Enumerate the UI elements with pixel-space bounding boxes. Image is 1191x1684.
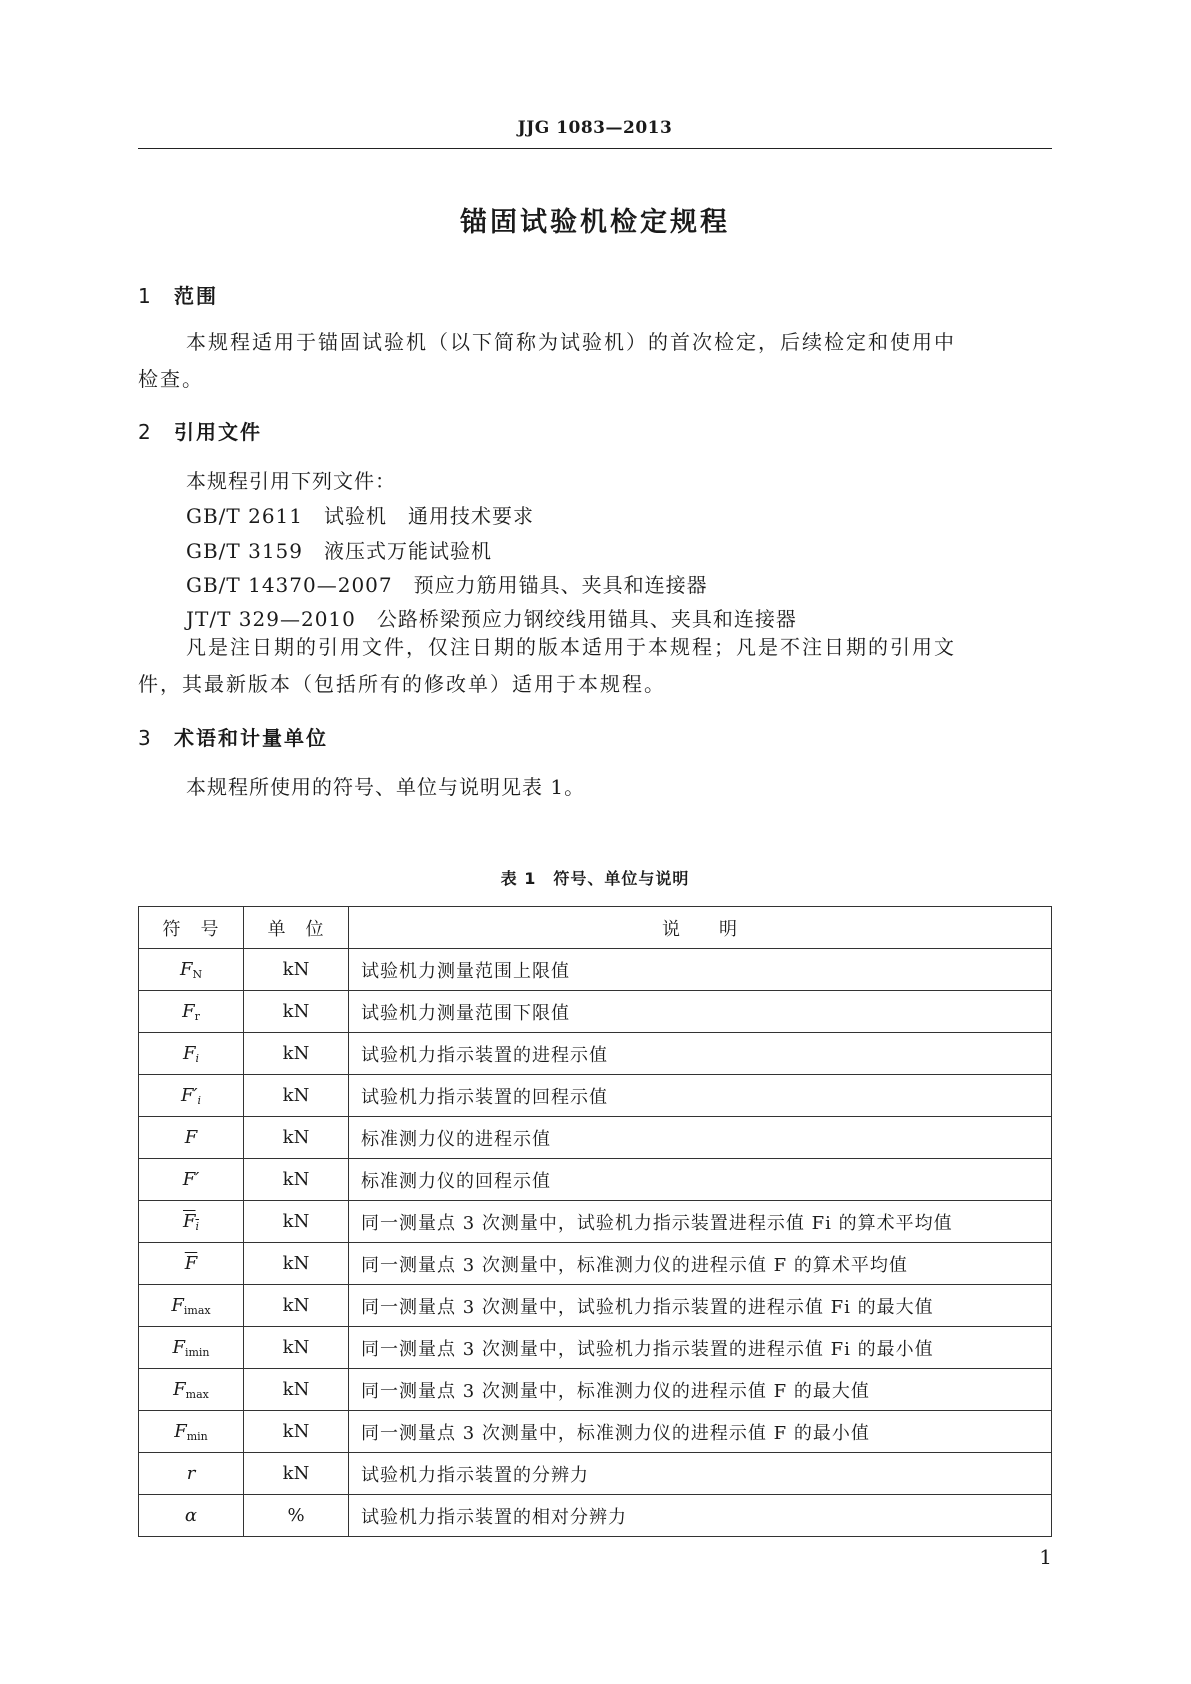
- reference-item: GB/T 3159 液压式万能试验机: [186, 539, 493, 563]
- section-title: 术语和计量单位: [174, 726, 328, 750]
- symbol: [180, 959, 202, 980]
- table-row: [139, 949, 1052, 991]
- symbol-base: F: [182, 1169, 196, 1190]
- symbol-cell: [139, 991, 244, 1033]
- header-divider: [138, 148, 1052, 149]
- unit-cell: kN: [244, 949, 349, 991]
- section-number: 1: [138, 284, 153, 308]
- symbol-cell: [139, 1285, 244, 1327]
- symbol: [183, 1211, 199, 1232]
- description-cell: 标准测力仪的回程示值: [349, 1159, 1052, 1201]
- symbol-base: F: [174, 1420, 187, 1442]
- section-3-heading: [138, 722, 328, 751]
- symbol-base: F: [184, 1127, 198, 1148]
- description-cell: 试验机力测量范围下限值: [349, 991, 1052, 1033]
- symbol-cell: [139, 1411, 244, 1453]
- symbol-subscript: min: [186, 1429, 208, 1443]
- unit-cell: kN: [244, 1369, 349, 1411]
- symbol-cell: [139, 1201, 244, 1243]
- reference-item: GB/T 14370—2007 预应力筋用锚具、夹具和连接器: [186, 573, 708, 597]
- symbol: [185, 1505, 197, 1526]
- symbol: [181, 1085, 201, 1106]
- header-description: 说 明: [349, 907, 1052, 949]
- symbol: [183, 1169, 200, 1190]
- symbol-base: F: [180, 1084, 194, 1106]
- table-row: [139, 1117, 1052, 1159]
- symbol-subscript: N: [192, 967, 203, 981]
- table-row: [139, 1075, 1052, 1117]
- description-cell: 试验机力指示装置的进程示值: [349, 1033, 1052, 1075]
- symbol-cell: [139, 1453, 244, 1495]
- description-cell: 同一测量点 3 次测量中，标准测力仪的进程示值 F 的算术平均值: [349, 1243, 1052, 1285]
- unit-cell: kN: [244, 1201, 349, 1243]
- unit-cell: kN: [244, 991, 349, 1033]
- symbol: [174, 1421, 208, 1442]
- unit-cell: kN: [244, 1411, 349, 1453]
- reference-item: JT/T 329—2010 公路桥梁预应力钢绞线用锚具、夹具和连接器: [186, 607, 797, 631]
- symbol-cell: [139, 1117, 244, 1159]
- unit-cell: %: [244, 1495, 349, 1537]
- paragraph-line: 凡是注日期的引用文件，仅注日期的版本适用于本规程；凡是不注日期的引用文: [186, 635, 956, 659]
- section-1-heading: [138, 280, 218, 309]
- section-number: 3: [138, 726, 153, 750]
- standard-number: JJG 1083—2013: [517, 118, 673, 138]
- symbol-cell: [139, 1369, 244, 1411]
- symbol-cell: [139, 1033, 244, 1075]
- table-row: [139, 1411, 1052, 1453]
- symbol: [185, 1253, 198, 1274]
- unit-cell: kN: [244, 1033, 349, 1075]
- symbol: [187, 1463, 196, 1484]
- table-row: [139, 1285, 1052, 1327]
- symbol-cell: [139, 1159, 244, 1201]
- symbol: [172, 1337, 209, 1358]
- section-title: 引用文件: [174, 420, 262, 444]
- symbol-base: r: [186, 1463, 196, 1484]
- paragraph-line: 检查。: [138, 367, 204, 391]
- symbol: [185, 1127, 198, 1148]
- description-cell: 同一测量点 3 次测量中，试验机力指示装置进程示值 Fi 的算术平均值: [349, 1201, 1052, 1243]
- document-page: [138, 0, 1052, 1684]
- table-row: [139, 1495, 1052, 1537]
- unit-cell: kN: [244, 1327, 349, 1369]
- symbol-cell: [139, 1243, 244, 1285]
- unit-cell: kN: [244, 1117, 349, 1159]
- table-row: [139, 1159, 1052, 1201]
- symbol-prime: ′: [195, 1169, 200, 1190]
- section-1-paragraph: [138, 324, 1052, 398]
- symbol: [173, 1379, 209, 1400]
- symbol: [183, 1043, 199, 1064]
- section-3-intro: 本规程所使用的符号、单位与说明见表 1。: [186, 775, 586, 799]
- table-row: [139, 1243, 1052, 1285]
- symbol-base: $\overline{F}$: [184, 1253, 198, 1274]
- symbol-base: F: [179, 958, 193, 980]
- section-number: 2: [138, 420, 153, 444]
- unit-cell: kN: [244, 1453, 349, 1495]
- references-intro: 本规程引用下列文件：: [186, 469, 396, 493]
- table-row: [139, 1453, 1052, 1495]
- references-note: [138, 629, 1052, 703]
- table-row: [139, 1327, 1052, 1369]
- description-cell: 试验机力指示装置的回程示值: [349, 1075, 1052, 1117]
- table-body: [139, 949, 1052, 1537]
- symbol: [182, 1001, 200, 1022]
- paragraph-line: 件，其最新版本（包括所有的修改单）适用于本规程。: [138, 672, 666, 696]
- symbol-prime: ′: [193, 1084, 198, 1106]
- symbol-subscript: i: [195, 1219, 200, 1233]
- unit-cell: kN: [244, 1159, 349, 1201]
- section-title: 范围: [174, 284, 218, 308]
- document-title: 锚固试验机检定规程: [460, 207, 730, 238]
- symbol-base: F: [171, 1294, 184, 1316]
- paragraph-line: 本规程适用于锚固试验机（以下简称为试验机）的首次检定，后续检定和使用中: [186, 330, 956, 354]
- page-number: 1: [1039, 1545, 1052, 1569]
- symbol-cell: [139, 1075, 244, 1117]
- symbol-subscript: max: [185, 1387, 209, 1401]
- reference-item: GB/T 2611 试验机 通用技术要求: [186, 504, 535, 528]
- description-cell: 试验机力指示装置的分辨力: [349, 1453, 1052, 1495]
- symbol-subscript: r: [194, 1009, 200, 1023]
- table-row: [139, 1201, 1052, 1243]
- description-cell: 试验机力指示装置的相对分辨力: [349, 1495, 1052, 1537]
- description-cell: 同一测量点 3 次测量中，标准测力仪的进程示值 F 的最大值: [349, 1369, 1052, 1411]
- symbol-base: F: [182, 1000, 195, 1022]
- unit-cell: kN: [244, 1285, 349, 1327]
- description-cell: 同一测量点 3 次测量中，试验机力指示装置的进程示值 Fi 的最小值: [349, 1327, 1052, 1369]
- table-row: [139, 1033, 1052, 1075]
- symbol-base: F: [173, 1378, 186, 1400]
- symbol-subscript: i: [195, 1051, 200, 1065]
- unit-cell: kN: [244, 1075, 349, 1117]
- symbol-cell: [139, 1495, 244, 1537]
- symbol-base: F: [182, 1210, 196, 1232]
- description-cell: 试验机力测量范围上限值: [349, 949, 1052, 991]
- symbol-cell: [139, 1327, 244, 1369]
- symbol-base: F: [172, 1336, 185, 1358]
- description-cell: 同一测量点 3 次测量中，标准测力仪的进程示值 F 的最小值: [349, 1411, 1052, 1453]
- header-symbol: 符 号: [139, 907, 244, 949]
- description-cell: 同一测量点 3 次测量中，试验机力指示装置的进程示值 Fi 的最大值: [349, 1285, 1052, 1327]
- symbol: [171, 1295, 210, 1316]
- table-row: [139, 1369, 1052, 1411]
- symbol-subscript: i: [197, 1093, 202, 1107]
- description-cell: 标准测力仪的进程示值: [349, 1117, 1052, 1159]
- section-2-heading: [138, 416, 262, 445]
- symbol-base: α: [184, 1505, 198, 1526]
- symbols-table: [138, 906, 1052, 1537]
- symbol-base: F: [182, 1042, 196, 1064]
- header-unit: 单 位: [244, 907, 349, 949]
- symbol-cell: [139, 949, 244, 991]
- table-row: [139, 991, 1052, 1033]
- unit-cell: kN: [244, 1243, 349, 1285]
- table-header-row: [139, 907, 1052, 949]
- symbol-subscript: imin: [184, 1345, 210, 1359]
- table-caption: 表 1 符号、单位与说明: [500, 869, 690, 888]
- symbol-subscript: imax: [183, 1303, 211, 1317]
